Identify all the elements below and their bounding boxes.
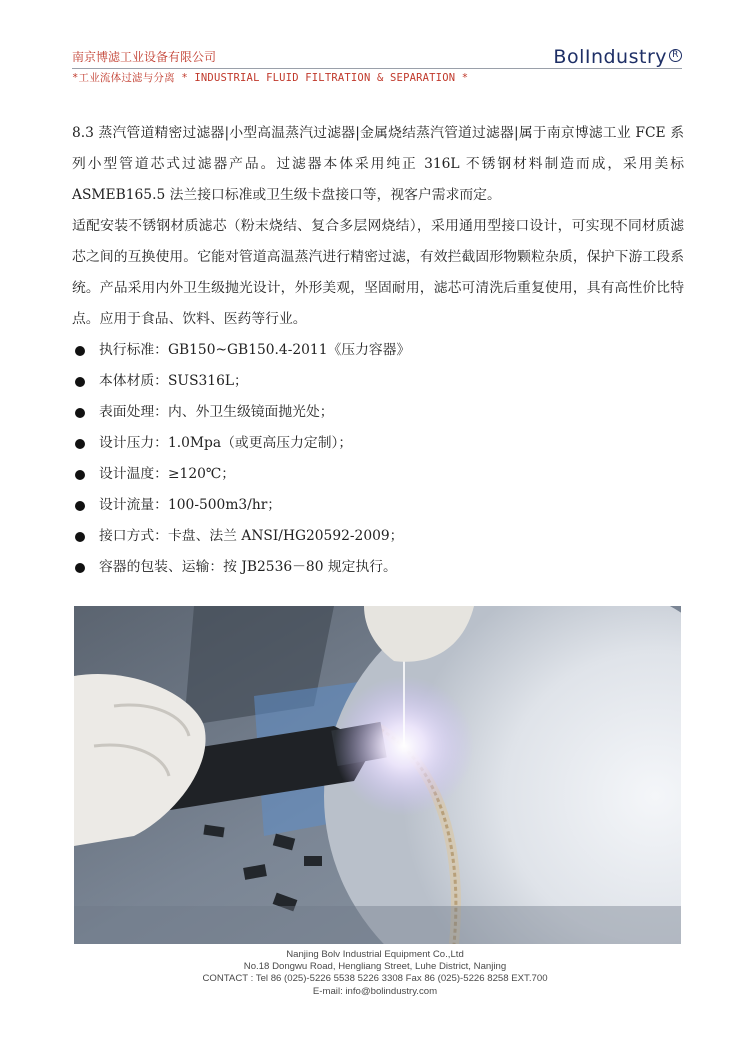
brand-logo [553,46,682,68]
bullet-icon [75,470,85,480]
bullet-icon [75,501,85,511]
list-item: 本体材质：SUS316L； [72,366,684,397]
logo-text: BolIndustry [553,46,667,68]
bullet-icon [75,532,85,542]
list-item: 设计温度：≥120℃； [72,459,684,490]
welding-photo [74,606,681,944]
footer-email: E-mail: info@bolindustry.com [312,985,438,997]
spec-list [72,335,684,583]
bullet-icon [75,377,85,387]
footer-company: Nanjing Bolv Industrial Equipment Co.,Ltd [286,949,464,960]
description-paragraph: 适配安装不锈钢材质滤芯（粉末烧结、复合多层网烧结），采用通用型接口设计，可实现不同材质滤芯之间的互换使用。它能对管道高温蒸汽进行精密过滤，有效拦截固形物颗粒杂质，保护下游工段系统。产品采用内外卫生级抛光设计，外形美观，坚固耐用，滤芯可清洗后重复使用，具有高性价比特点。应用于食品、饮料、医药等行业。 [72,218,684,327]
bullet-icon [75,563,85,573]
intro-paragraph: 8.3 蒸汽管道精密过滤器|小型高温蒸汽过滤器|金属烧结蒸汽管道过滤器|属于南京博滤工业 FCE 系列小型管道芯式过滤器产品。过滤器本体采用纯正 316L 不锈钢材料制造而成，采用美标 ASMEB165.5 法兰接口标准或卫生级卡盘接口等，视客户需求而定。 [72,125,684,203]
footer-contact: CONTACT : Tel 86 (025)-5226 5538 5226 3308 Fax 86 (025)-5226 8258 EXT.700 [202,973,548,985]
list-item: 容器的包装、运输：按 JB2536－80 规定执行。 [72,552,684,583]
main-content [72,118,684,583]
footer-address: No.18 Dongwu Road, Hengliang Street, Luhe District, Nanjing [243,961,507,973]
header-divider [72,68,682,69]
list-item: 设计压力：1.0Mpa（或更高压力定制）； [72,428,684,459]
list-item: 表面处理：内、外卫生级镜面抛光处； [72,397,684,428]
list-item: 接口方式：卡盘、法兰 ANSI/HG20592-2009； [72,521,684,552]
list-item: 设计流量：100-500m3/hr； [72,490,684,521]
bullet-icon [75,439,85,449]
bullet-icon [75,408,85,418]
bullet-icon [75,346,85,356]
company-name: 南京博滤工业设备有限公司 [72,50,217,64]
tagline: *工业流体过滤与分离 * INDUSTRIAL FLUID FILTRATION & SEPARATION * [72,72,469,84]
registered-mark-icon: R [669,49,682,62]
list-item: 执行标准：GB150~GB150.4-2011《压力容器》 [72,335,684,366]
page-footer [0,949,750,998]
